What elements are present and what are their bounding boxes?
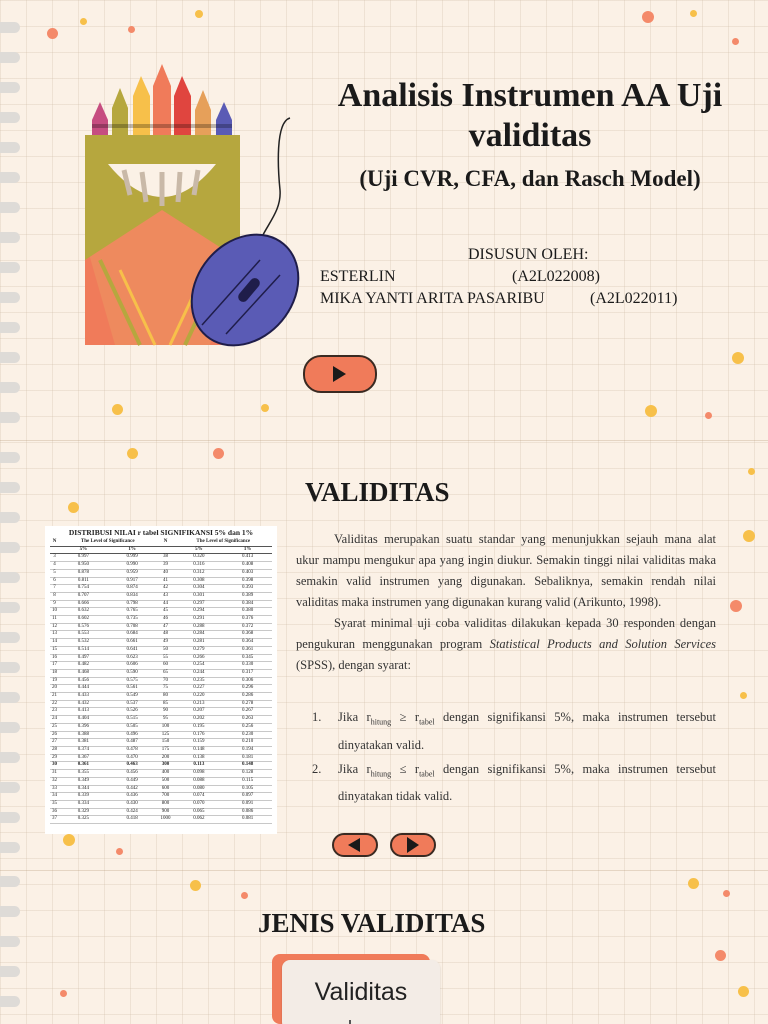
table-cell: 0.436 <box>108 793 157 801</box>
table-cell: 0.456 <box>108 770 157 778</box>
table-cell: 0.497 <box>59 654 108 662</box>
presentation-subtitle: (Uji CVR, CFA, dan Rasch Model) <box>359 166 701 191</box>
jenis-validitas-heading: JENIS VALIDITAS <box>258 908 486 938</box>
cover-slide <box>0 0 768 440</box>
table-cell: 10 <box>50 608 59 616</box>
table-cell: 0.374 <box>59 746 108 754</box>
table-cell: 0.113 <box>175 762 224 770</box>
table-cell: 0.194 <box>223 746 272 754</box>
table-cell: 32 <box>50 777 59 785</box>
r-table-image <box>45 526 277 834</box>
table-cell: 0.430 <box>108 800 157 808</box>
table-row <box>50 631 272 639</box>
table-cell: 0.424 <box>108 808 157 816</box>
table-cell: 0.632 <box>59 608 108 616</box>
table-cell: 0.361 <box>223 646 272 654</box>
table-cell: 0.623 <box>108 654 157 662</box>
table-cell: 38 <box>156 554 174 562</box>
col-header: The Level of Significance <box>175 539 272 546</box>
next-button[interactable] <box>390 833 436 857</box>
table-cell: 0.266 <box>175 654 224 662</box>
author-id: (A2L022011) <box>590 290 678 307</box>
author-name: MIKA YANTI ARITA PASARIBU <box>320 290 545 307</box>
table-row <box>50 662 272 670</box>
table-cell: 35 <box>50 800 59 808</box>
table-row <box>50 677 272 685</box>
table-cell: 0.148 <box>175 746 224 754</box>
author-row <box>320 288 740 310</box>
table-cell: 60 <box>156 662 174 670</box>
table-cell: 150 <box>156 739 174 747</box>
table-cell: 0.575 <box>108 677 157 685</box>
table-cell: 7 <box>50 585 59 593</box>
table-row <box>50 569 272 577</box>
table-cell: 0.456 <box>59 677 108 685</box>
table-cell: 0.304 <box>175 585 224 593</box>
table-cell: 6 <box>50 577 59 585</box>
table-cell: 0.279 <box>175 646 224 654</box>
table-row <box>50 754 272 762</box>
table-cell: 0.684 <box>108 631 157 639</box>
prev-button[interactable] <box>332 833 378 857</box>
table-cell: 0.950 <box>59 562 108 570</box>
table-cell: 200 <box>156 754 174 762</box>
table-cell: 0.256 <box>223 723 272 731</box>
table-cell: 0.306 <box>223 677 272 685</box>
table-cell: 80 <box>156 693 174 701</box>
table-cell: 0.361 <box>59 762 108 770</box>
table-cell: 11 <box>50 616 59 624</box>
table-cell: 0.666 <box>59 600 108 608</box>
notebook-tabs <box>0 0 22 440</box>
table-cell: 22 <box>50 700 59 708</box>
table-cell: 0.444 <box>59 685 108 693</box>
table-cell: 0.235 <box>175 677 224 685</box>
table-cell: 0.478 <box>108 746 157 754</box>
table-cell: 0.364 <box>223 639 272 647</box>
table-row <box>50 669 272 677</box>
table-cell: 0.754 <box>59 585 108 593</box>
arrow-right-icon <box>407 837 419 853</box>
table-cell: 0.765 <box>108 608 157 616</box>
table-cell: 0.334 <box>59 800 108 808</box>
paragraph: Syarat minimal uji coba validitas dilakukan kepada 30 responden dengan pengukuran menggunakan program Statistical Products and Solution Services (SPSS), dengan syarat: <box>296 616 716 672</box>
table-cell: 0.263 <box>223 716 272 724</box>
table-cell: 0.320 <box>175 554 224 562</box>
table-row <box>50 785 272 793</box>
table-cell: 0.181 <box>223 754 272 762</box>
table-cell: 0.811 <box>59 577 108 585</box>
table-cell: 0.990 <box>108 562 157 570</box>
list-item: 2. Jika $r_{hitung} \le r_{tabel}$ dengan signifikansi 5%, maka instrumen tersebut dinyatakan tidak valid. <box>312 761 716 803</box>
table-cell: 0.195 <box>175 723 224 731</box>
table-cell: 27 <box>50 739 59 747</box>
table-cell: 85 <box>156 700 174 708</box>
table-cell: 33 <box>50 785 59 793</box>
table-cell: 50 <box>156 646 174 654</box>
table-row <box>50 739 272 747</box>
table-cell: 0.606 <box>108 662 157 670</box>
table-row <box>50 654 272 662</box>
table-cell: 0.288 <box>175 623 224 631</box>
table-cell: 0.393 <box>223 585 272 593</box>
table-cell: 0.210 <box>223 739 272 747</box>
table-cell: 0.372 <box>223 623 272 631</box>
table-cell: 45 <box>156 608 174 616</box>
table-cell: 0.432 <box>59 700 108 708</box>
table-cell: 65 <box>156 669 174 677</box>
table-row <box>50 623 272 631</box>
table-cell: 0.376 <box>223 616 272 624</box>
table-cell: 25 <box>50 723 59 731</box>
table-cell: 0.398 <box>223 577 272 585</box>
table-cell: 0.834 <box>108 592 157 600</box>
table-cell: 300 <box>156 762 174 770</box>
table-cell: 0.148 <box>223 762 272 770</box>
table-cell: 0.514 <box>59 646 108 654</box>
list-item: 1. Jika $r_{hitung} \ge r_{tabel}$ dengan signifikansi 5%, maka instrumen tersebut dinyatakan valid. <box>312 710 716 752</box>
table-cell: 0.159 <box>175 739 224 747</box>
col-subheader: 1% <box>108 546 157 554</box>
table-cell: 0.367 <box>59 754 108 762</box>
table-cell: 5 <box>50 569 59 577</box>
col-header: N <box>156 539 174 546</box>
table-cell: 4 <box>50 562 59 570</box>
table-cell: 0.707 <box>59 592 108 600</box>
table-row <box>50 793 272 801</box>
table-cell: 0.098 <box>175 770 224 778</box>
table-row <box>50 777 272 785</box>
arrow-left-icon <box>348 838 360 852</box>
author-name: ESTERLIN <box>320 268 396 285</box>
table-cell: 36 <box>50 808 59 816</box>
table-cell: 0.281 <box>175 639 224 647</box>
table-cell: 0.074 <box>175 793 224 801</box>
table-cell: 0.329 <box>59 808 108 816</box>
table-cell: 0.413 <box>59 708 108 716</box>
table-cell: 0.202 <box>175 716 224 724</box>
table-cell: 0.062 <box>175 816 224 824</box>
table-cell: 0.917 <box>108 577 157 585</box>
validitas-description <box>296 529 716 676</box>
prepared-by-label: DISUSUN OLEH: <box>468 246 589 263</box>
table-cell: 0.138 <box>175 754 224 762</box>
table-cell: 0.641 <box>108 646 157 654</box>
table-cell: 0.442 <box>108 785 157 793</box>
table-cell: 0.091 <box>223 800 272 808</box>
notebook-tabs <box>0 440 22 870</box>
table-cell: 0.176 <box>175 731 224 739</box>
table-cell: 0.526 <box>108 708 157 716</box>
table-cell: 0.388 <box>59 731 108 739</box>
table-cell: 0.097 <box>223 793 272 801</box>
table-cell: 0.316 <box>175 562 224 570</box>
table-cell: 0.349 <box>59 777 108 785</box>
table-row <box>50 808 272 816</box>
table-cell: 0.874 <box>108 585 157 593</box>
table-cell: 48 <box>156 631 174 639</box>
table-cell: 0.470 <box>108 754 157 762</box>
table-cell: 3 <box>50 554 59 562</box>
table-cell: 13 <box>50 631 59 639</box>
table-row <box>50 577 272 585</box>
table-cell: 30 <box>50 762 59 770</box>
play-icon <box>333 366 346 382</box>
table-cell: 0.576 <box>59 623 108 631</box>
table-cell: 0.959 <box>108 569 157 577</box>
table-cell: 0.997 <box>59 554 108 562</box>
table-row <box>50 562 272 570</box>
table-cell: 0.878 <box>59 569 108 577</box>
table-cell: 0.553 <box>59 631 108 639</box>
table-cell: 175 <box>156 746 174 754</box>
validitas-card[interactable] <box>282 960 440 1024</box>
table-row <box>50 600 272 608</box>
table-cell: 49 <box>156 639 174 647</box>
table-cell: 0.355 <box>59 770 108 778</box>
table-cell: 0.396 <box>59 723 108 731</box>
table-cell: 0.330 <box>223 662 272 670</box>
table-cell: 0.296 <box>223 685 272 693</box>
table-cell: 19 <box>50 677 59 685</box>
table-cell: 900 <box>156 808 174 816</box>
table-cell: 0.278 <box>223 700 272 708</box>
table-cell: 18 <box>50 669 59 677</box>
table-cell: 0.297 <box>175 600 224 608</box>
table-row <box>50 816 272 824</box>
table-cell: 0.515 <box>108 716 157 724</box>
table-cell: 20 <box>50 685 59 693</box>
criteria-list <box>312 706 716 809</box>
table-cell: 0.468 <box>59 669 108 677</box>
table-cell: 0.308 <box>175 577 224 585</box>
table-cell: 0.389 <box>223 592 272 600</box>
table-cell: 600 <box>156 785 174 793</box>
table-row <box>50 685 272 693</box>
table-row <box>50 800 272 808</box>
table-cell: 0.267 <box>223 708 272 716</box>
table-cell: 95 <box>156 716 174 724</box>
table-cell: 0.284 <box>175 631 224 639</box>
table-cell: 0.735 <box>108 616 157 624</box>
table-cell: 0.213 <box>175 700 224 708</box>
author-row <box>320 266 740 288</box>
table-cell: 12 <box>50 623 59 631</box>
table-cell: 0.207 <box>175 708 224 716</box>
r-table <box>50 539 272 824</box>
table-cell: 46 <box>156 616 174 624</box>
table-cell: 0.230 <box>223 731 272 739</box>
table-cell: 0.433 <box>59 693 108 701</box>
table-cell: 43 <box>156 592 174 600</box>
table-cell: 0.070 <box>175 800 224 808</box>
table-cell: 100 <box>156 723 174 731</box>
table-cell: 0.080 <box>175 785 224 793</box>
table-cell: 0.380 <box>223 608 272 616</box>
table-cell: 47 <box>156 623 174 631</box>
jenis-validitas-slide <box>0 870 768 1024</box>
table-cell: 0.532 <box>59 639 108 647</box>
table-cell: 0.590 <box>108 669 157 677</box>
table-cell: 26 <box>50 731 59 739</box>
mouse-illustration <box>180 110 320 350</box>
table-cell: 0.602 <box>59 616 108 624</box>
table-cell: 125 <box>156 731 174 739</box>
table-cell: 0.487 <box>108 739 157 747</box>
table-row <box>50 716 272 724</box>
table-cell: 0.404 <box>59 716 108 724</box>
table-cell: 0.661 <box>108 639 157 647</box>
table-cell: 0.081 <box>223 816 272 824</box>
table-cell: 0.449 <box>108 777 157 785</box>
table-cell: 0.482 <box>59 662 108 670</box>
table-cell: 0.463 <box>108 762 157 770</box>
table-row <box>50 639 272 647</box>
table-cell: 0.999 <box>108 554 157 562</box>
table-cell: 0.312 <box>175 569 224 577</box>
table-row <box>50 746 272 754</box>
col-header: The Level of Significance <box>59 539 156 546</box>
table-cell: 16 <box>50 654 59 662</box>
table-cell: 0.227 <box>175 685 224 693</box>
table-cell: 0.505 <box>108 723 157 731</box>
table-cell: 0.317 <box>223 669 272 677</box>
table-caption: DISTRIBUSI NILAI r tabel SIGNIFIKANSI 5% dan 1% <box>68 528 254 537</box>
col-subheader: 5% <box>59 546 108 554</box>
validitas-heading: VALIDITAS <box>305 477 450 507</box>
table-cell: 44 <box>156 600 174 608</box>
table-row <box>50 592 272 600</box>
table-cell: 55 <box>156 654 174 662</box>
table-cell: 23 <box>50 708 59 716</box>
table-cell: 31 <box>50 770 59 778</box>
table-cell: 0.561 <box>108 685 157 693</box>
table-cell: 0.381 <box>59 739 108 747</box>
table-cell: 0.798 <box>108 600 157 608</box>
table-cell: 21 <box>50 693 59 701</box>
table-cell: 0.408 <box>223 562 272 570</box>
table-cell: 0.244 <box>175 669 224 677</box>
table-cell: 37 <box>50 816 59 824</box>
table-row <box>50 616 272 624</box>
table-cell: 1000 <box>156 816 174 824</box>
table-cell: 0.065 <box>175 808 224 816</box>
table-cell: 34 <box>50 793 59 801</box>
table-cell: 0.286 <box>223 693 272 701</box>
card-label: Validitas <box>314 978 408 1006</box>
table-cell: 0.339 <box>59 793 108 801</box>
table-cell: 8 <box>50 592 59 600</box>
table-cell: 14 <box>50 639 59 647</box>
table-cell: 0.344 <box>59 785 108 793</box>
table-row <box>50 700 272 708</box>
table-cell: 9 <box>50 600 59 608</box>
col-subheader: 5% <box>175 546 224 554</box>
table-row <box>50 723 272 731</box>
table-cell: 0.088 <box>175 777 224 785</box>
table-cell: 0.086 <box>223 808 272 816</box>
table-cell: 42 <box>156 585 174 593</box>
table-cell: 0.384 <box>223 600 272 608</box>
play-button[interactable] <box>303 355 377 393</box>
table-cell: 500 <box>156 777 174 785</box>
table-cell: 0.403 <box>223 569 272 577</box>
table-cell: 0.115 <box>223 777 272 785</box>
table-row <box>50 693 272 701</box>
table-cell: 28 <box>50 746 59 754</box>
table-cell: 0.128 <box>223 770 272 778</box>
table-cell: 0.413 <box>223 554 272 562</box>
table-cell: 0.294 <box>175 608 224 616</box>
table-cell: 70 <box>156 677 174 685</box>
author-block <box>320 244 740 310</box>
table-row <box>50 731 272 739</box>
table-row <box>50 608 272 616</box>
table-cell: 0.537 <box>108 700 157 708</box>
table-row <box>50 762 272 770</box>
validitas-slide <box>0 440 768 870</box>
table-cell: 40 <box>156 569 174 577</box>
table-cell: 29 <box>50 754 59 762</box>
table-cell: 0.301 <box>175 592 224 600</box>
table-cell: 0.496 <box>108 731 157 739</box>
table-cell: 39 <box>156 562 174 570</box>
table-row <box>50 770 272 778</box>
col-header: N <box>50 539 59 546</box>
table-cell: 15 <box>50 646 59 654</box>
table-cell: 0.291 <box>175 616 224 624</box>
table-row <box>50 708 272 716</box>
col-subheader: 1% <box>223 546 272 554</box>
table-cell: 24 <box>50 716 59 724</box>
table-cell: 400 <box>156 770 174 778</box>
table-cell: 0.368 <box>223 631 272 639</box>
table-cell: 700 <box>156 793 174 801</box>
table-cell: 41 <box>156 577 174 585</box>
table-cell: 0.345 <box>223 654 272 662</box>
table-cell: 0.549 <box>108 693 157 701</box>
table-cell: 0.254 <box>175 662 224 670</box>
table-cell: 17 <box>50 662 59 670</box>
presentation-title: Analisis Instrumen AA Uji validitas <box>337 77 723 154</box>
table-cell: 0.220 <box>175 693 224 701</box>
notebook-tabs <box>0 870 22 1024</box>
table-cell: 0.105 <box>223 785 272 793</box>
table-cell: 0.418 <box>108 816 157 824</box>
table-cell: 800 <box>156 800 174 808</box>
table-cell: 0.708 <box>108 623 157 631</box>
table-row <box>50 646 272 654</box>
table-row <box>50 554 272 562</box>
author-id: (A2L022008) <box>512 268 600 285</box>
table-cell: 75 <box>156 685 174 693</box>
table-cell: 90 <box>156 708 174 716</box>
table-row <box>50 585 272 593</box>
table-cell: 0.325 <box>59 816 108 824</box>
paragraph: Validitas merupakan suatu standar yang menunjukkan sejauh mana alat ukur mampu mengukur apa yang ingin diukur. Semakin tinggi nilai validitas maka semakin valid instrumen yang digunakan. Sebaliknya, semakin rendah nilai validitas maka instrumen yang digunakan kurang valid (Arikunto, 1998). <box>296 532 716 609</box>
